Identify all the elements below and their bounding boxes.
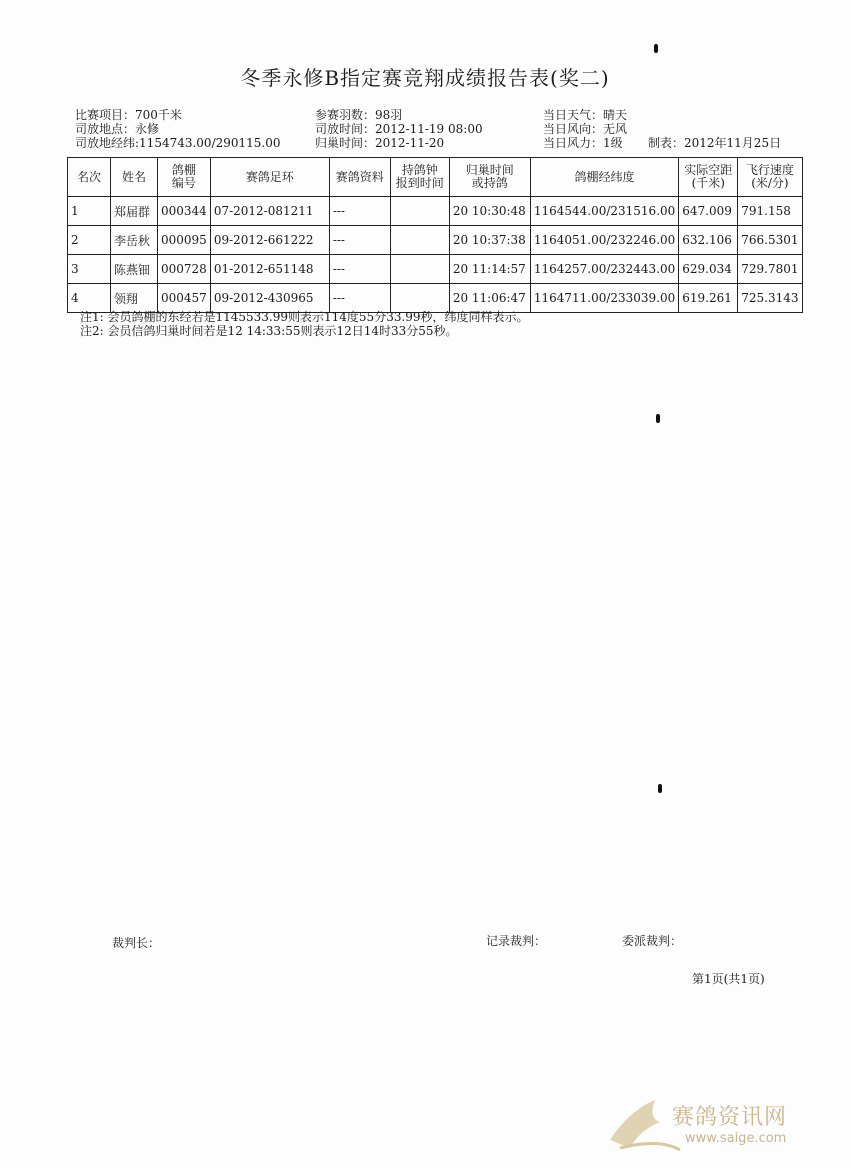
meta-column-left	[75, 108, 281, 150]
cell-pigeon-info: ---	[329, 197, 390, 226]
record-judge-signature: 记录裁判：	[486, 934, 547, 948]
cell-ring: 09-2012-430965	[210, 284, 329, 313]
scan-mark	[654, 44, 658, 53]
table-row	[68, 197, 803, 226]
header-pigeon-info: 赛鸽资料	[329, 158, 390, 197]
cell-speed: 725.3143	[738, 284, 802, 313]
cell-distance: 632.106	[679, 226, 738, 255]
cell-loft-id: 000728	[158, 255, 211, 284]
meta-column-right	[543, 108, 627, 150]
page-title: 冬季永修B指定赛竞翔成绩报告表(奖二)	[240, 66, 610, 90]
header-clock-time: 持鸽钟 报到时间	[390, 158, 449, 197]
cell-loft-id: 000095	[158, 226, 211, 255]
chief-judge-signature: 裁判长：	[112, 936, 161, 950]
cell-ring: 07-2012-081211	[210, 197, 329, 226]
header-speed: 飞行速度 (米/分)	[738, 158, 802, 197]
release-time: 司放时间：2012-11-19 08:00	[315, 122, 483, 136]
cell-coordinates: 1164051.00/232246.00	[530, 226, 678, 255]
header-ring: 赛鸽足环	[210, 158, 329, 197]
header-loft-id: 鸽棚 编号	[158, 158, 211, 197]
page-number: 第1页(共1页)	[692, 972, 765, 986]
release-location: 司放地点：永修	[75, 122, 160, 136]
header-rank: 名次	[68, 158, 111, 197]
note-1: 注1: 会员鸽棚的东经若是1145533.99则表示114度55分33.99秒，纬度同样表示。	[80, 310, 529, 324]
cell-pigeon-info: ---	[329, 284, 390, 313]
note-2: 注2: 会员信鸽归巢时间若是12 14:33:55则表示12日14时33分55秒。	[80, 324, 458, 338]
cell-distance: 647.009	[679, 197, 738, 226]
cell-ring: 01-2012-651148	[210, 255, 329, 284]
cell-coordinates: 1164711.00/233039.00	[530, 284, 678, 313]
scan-mark	[658, 784, 662, 793]
table-row	[68, 255, 803, 284]
cell-arrival-time: 20 10:30:48	[449, 197, 530, 226]
cell-rank: 1	[68, 197, 111, 226]
cell-ring: 09-2012-661222	[210, 226, 329, 255]
race-item: 比赛项目：700千米	[75, 108, 182, 122]
results-table	[67, 157, 803, 313]
wind-direction: 当日风向：无风	[543, 122, 628, 136]
appointed-judge-signature: 委派裁判：	[622, 934, 683, 948]
cell-arrival-time: 20 10:37:38	[449, 226, 530, 255]
cell-arrival-time: 20 11:06:47	[449, 284, 530, 313]
wind-force: 当日风力：1级	[543, 136, 623, 150]
results-table-body	[68, 197, 803, 313]
meta-column-middle	[315, 108, 483, 150]
release-coordinates: 司放地经纬:1154743.00/290115.00	[75, 136, 281, 150]
watermark-text: 赛鸽资讯网	[672, 1105, 788, 1130]
cell-distance: 619.261	[679, 284, 738, 313]
made-date: 制表：2012年11月25日	[648, 136, 782, 150]
cell-pigeon-info: ---	[329, 255, 390, 284]
cell-clock-time	[390, 226, 449, 255]
table-row	[68, 284, 803, 313]
header-distance: 实际空距 (千米)	[679, 158, 738, 197]
cell-rank: 2	[68, 226, 111, 255]
cell-clock-time	[390, 284, 449, 313]
cell-coordinates: 1164257.00/232443.00	[530, 255, 678, 284]
cell-distance: 629.034	[679, 255, 738, 284]
header-arrival-time: 归巢时间 或持鸽	[449, 158, 530, 197]
weather: 当日天气：晴天	[543, 108, 628, 122]
notes	[80, 310, 529, 338]
cell-rank: 4	[68, 284, 111, 313]
cell-clock-time	[390, 197, 449, 226]
cell-rank: 3	[68, 255, 111, 284]
return-time: 归巢时间：2012-11-20	[315, 136, 445, 150]
entries-count: 参赛羽数：98羽	[315, 108, 403, 122]
cell-clock-time	[390, 255, 449, 284]
cell-coordinates: 1164544.00/231516.00	[530, 197, 678, 226]
cell-name: 李岳秋	[111, 226, 158, 255]
scan-mark	[656, 414, 660, 423]
cell-name: 郑届群	[111, 197, 158, 226]
cell-pigeon-info: ---	[329, 226, 390, 255]
cell-name: 陈燕钿	[111, 255, 158, 284]
header-name: 姓名	[111, 158, 158, 197]
cell-arrival-time: 20 11:14:57	[449, 255, 530, 284]
cell-speed: 766.5301	[738, 226, 802, 255]
table-row	[68, 226, 803, 255]
table-header-row	[68, 158, 803, 197]
watermark-url: www.saige.com	[685, 1131, 787, 1146]
cell-speed: 729.7801	[738, 255, 802, 284]
header-coordinates: 鸽棚经纬度	[530, 158, 678, 197]
cell-loft-id: 000344	[158, 197, 211, 226]
cell-speed: 791.158	[738, 197, 802, 226]
cell-name: 领翔	[111, 284, 158, 313]
cell-loft-id: 000457	[158, 284, 211, 313]
